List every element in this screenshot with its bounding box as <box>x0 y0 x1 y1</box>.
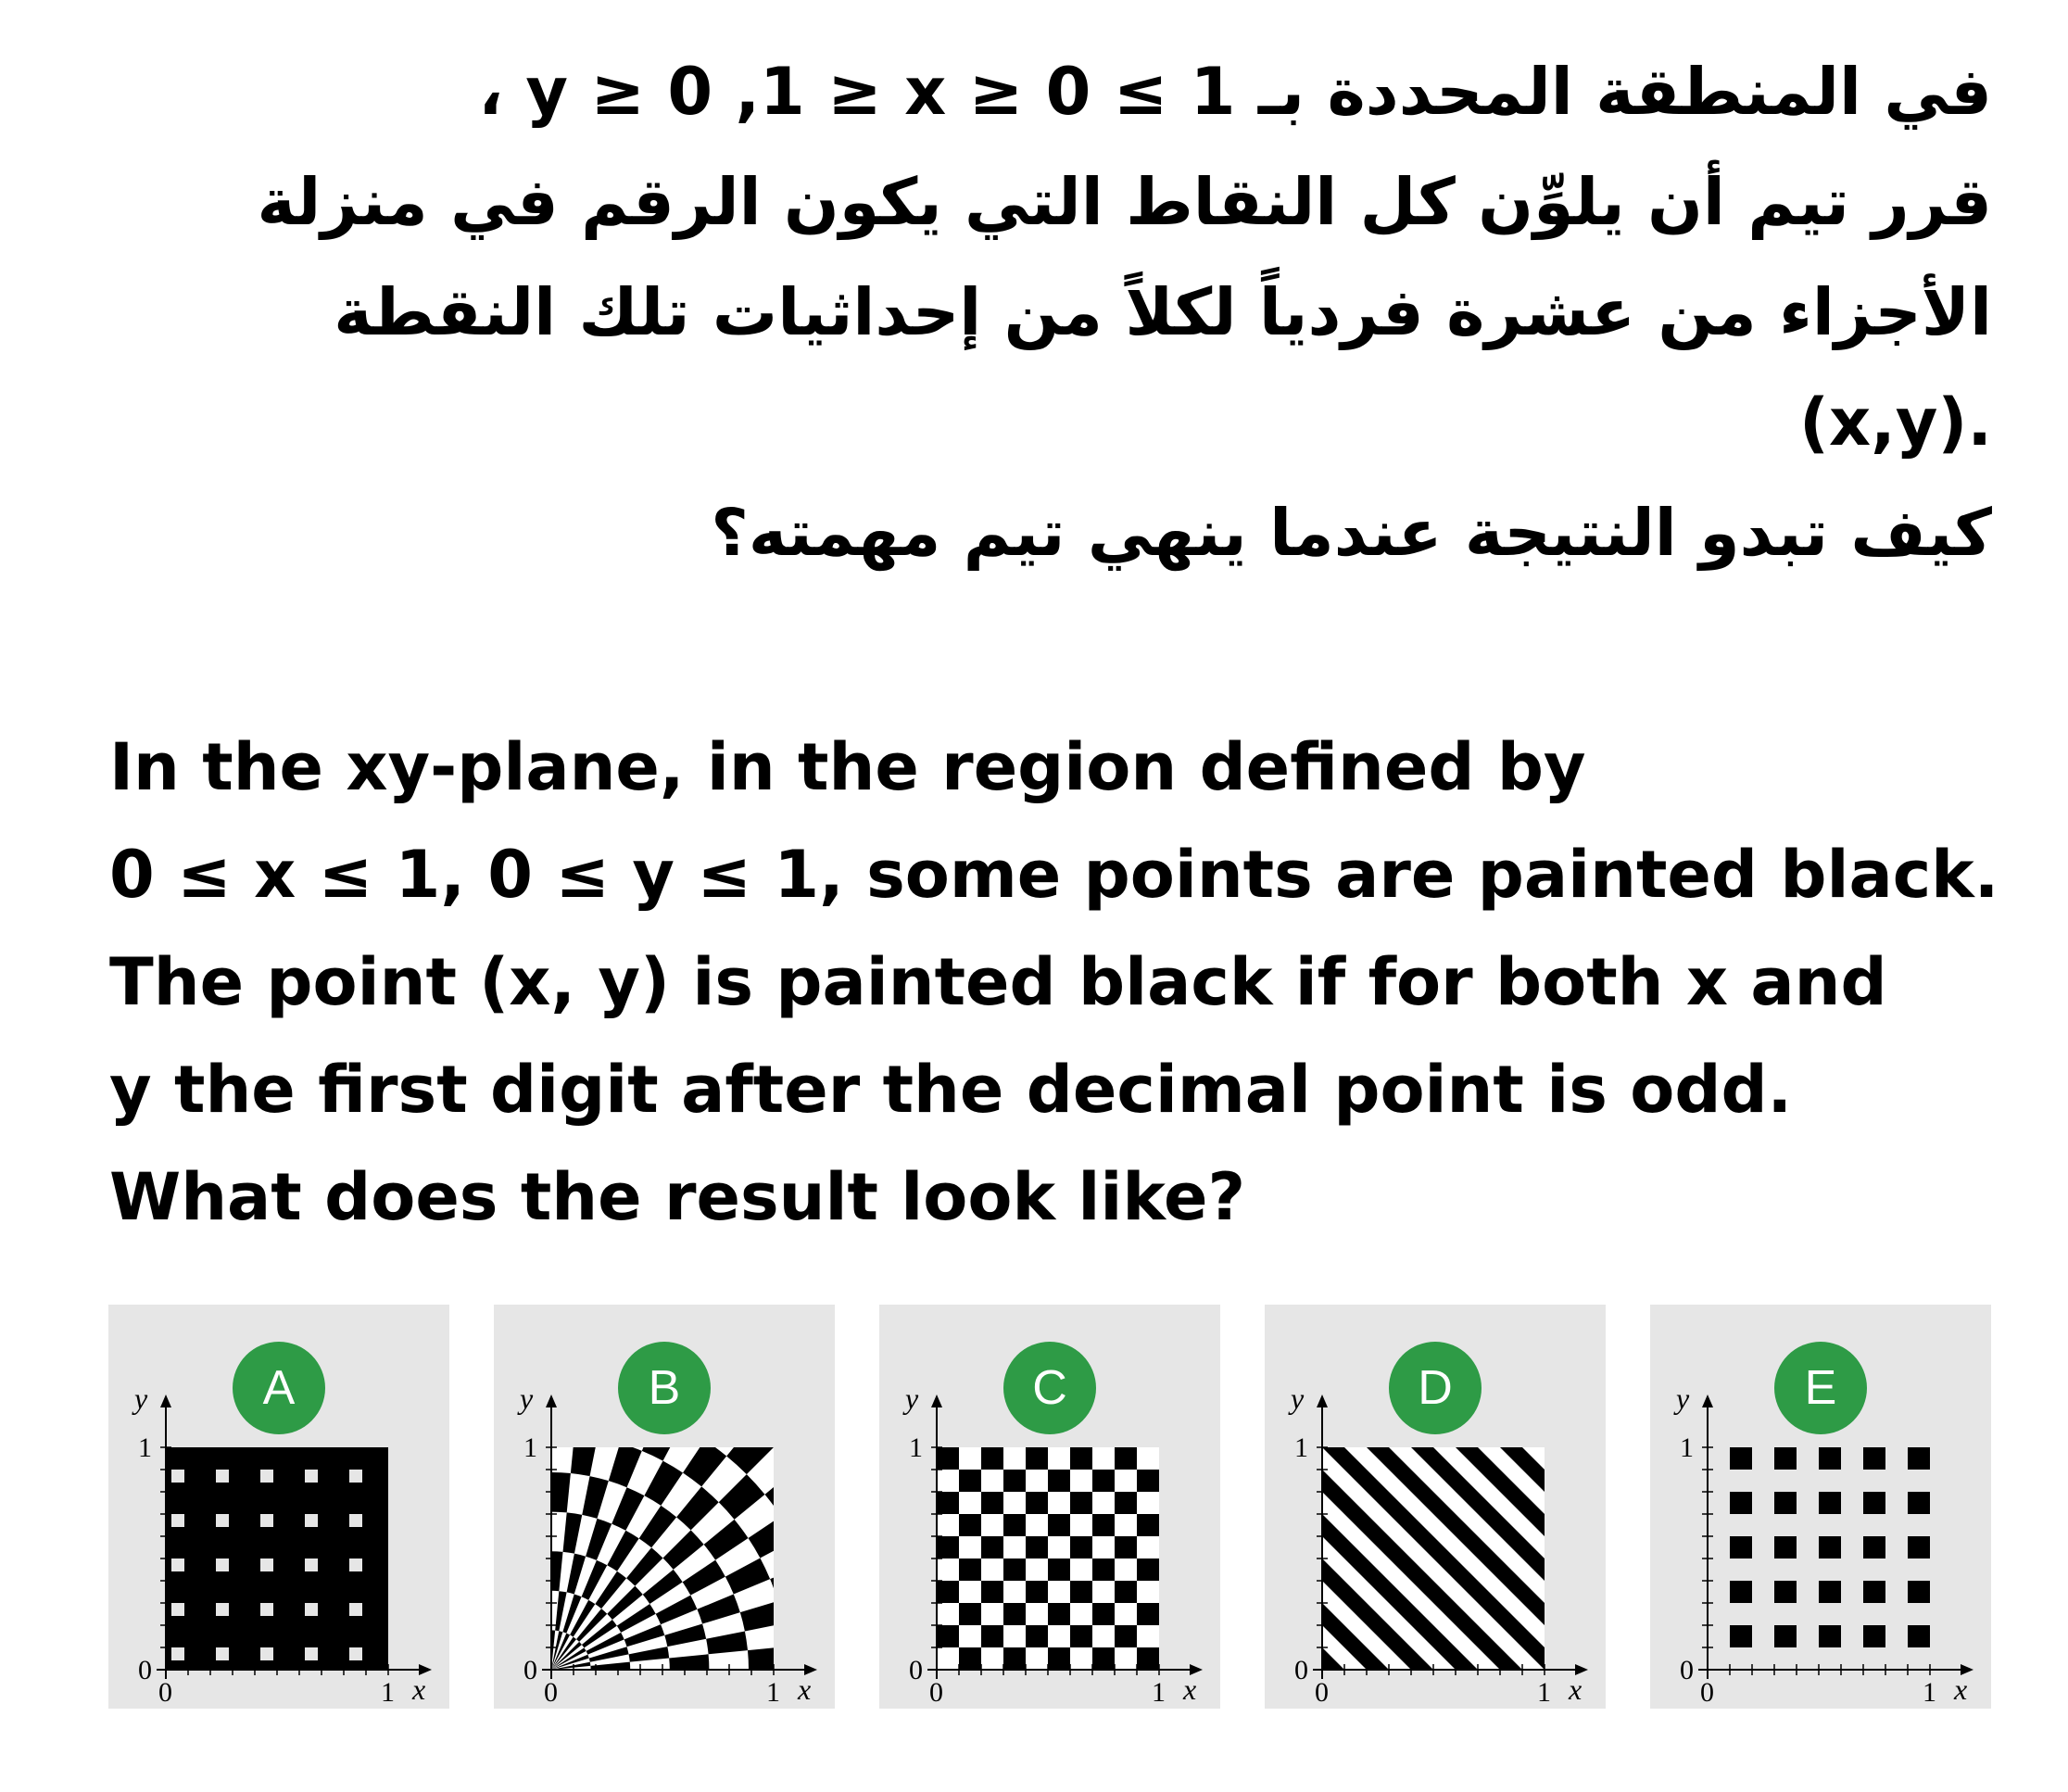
arabic-line-5: كيف تبدو النتيجة عندما ينهي تيم مهمته؟ <box>711 495 1992 571</box>
y-axis-name: y <box>1676 1382 1690 1415</box>
polar-cell <box>784 1616 826 1647</box>
white-hole <box>305 1514 318 1527</box>
diagonal-stripe <box>1545 1447 1606 1670</box>
black-square <box>1730 1625 1752 1647</box>
x-tick-label-0: 0 <box>1700 1677 1714 1708</box>
english-line-2: 0 ≤ x ≤ 1, 0 ≤ y ≤ 1, some points are painted black. <box>109 837 1999 913</box>
option-e-badge: E <box>1774 1342 1867 1434</box>
white-hole <box>260 1470 273 1483</box>
checker-cell <box>981 1492 1003 1514</box>
white-hole <box>216 1603 229 1616</box>
checker-cell <box>959 1514 981 1536</box>
checker-cell <box>981 1581 1003 1603</box>
black-square <box>1908 1625 1930 1647</box>
english-line-3: The point (x, y) is painted black if for both x and <box>109 944 1887 1020</box>
option-e[interactable] <box>1650 1305 1991 1709</box>
white-hole <box>305 1470 318 1483</box>
english-question <box>109 713 2009 1251</box>
checker-cell <box>1070 1447 1092 1470</box>
checker-cell <box>1137 1559 1159 1581</box>
checker-cell <box>937 1536 959 1559</box>
x-axis-name: x <box>798 1672 812 1706</box>
arabic-line-3: الأجزاء من عشرة فردياً لكلاً من إحداثيات تلك النقطة <box>334 274 1992 350</box>
x-axis-name: x <box>1183 1672 1197 1706</box>
white-hole <box>216 1559 229 1571</box>
white-hole <box>260 1514 273 1527</box>
black-square <box>1863 1447 1885 1470</box>
checker-cell <box>1092 1647 1115 1670</box>
option-c-badge: C <box>1003 1342 1096 1434</box>
black-square <box>1819 1536 1841 1559</box>
checker-cell <box>1003 1470 1026 1492</box>
black-square <box>1774 1625 1797 1647</box>
white-hole <box>349 1559 362 1571</box>
black-square <box>1908 1447 1930 1470</box>
black-square <box>1908 1492 1930 1514</box>
checker-cell <box>1003 1647 1026 1670</box>
option-a-badge: A <box>233 1342 325 1434</box>
y-tick-label-0: 0 <box>1294 1655 1308 1685</box>
x-tick-label-0: 0 <box>544 1677 558 1708</box>
black-square <box>1863 1536 1885 1559</box>
polar-cell <box>578 1356 612 1399</box>
black-square <box>1863 1581 1885 1603</box>
black-square <box>1774 1536 1797 1559</box>
checker-cell <box>959 1559 981 1581</box>
checker-cell <box>1026 1536 1048 1559</box>
black-square <box>1819 1581 1841 1603</box>
checker-cell <box>1137 1603 1159 1625</box>
white-hole <box>171 1603 184 1616</box>
black-square <box>1730 1492 1752 1514</box>
polar-cell <box>826 1639 835 1670</box>
y-axis-name: y <box>520 1382 534 1415</box>
y-axis-arrow <box>931 1394 942 1407</box>
checker-cell <box>1048 1470 1070 1492</box>
option-c[interactable] <box>879 1305 1220 1709</box>
y-tick-label-1: 1 <box>1294 1432 1308 1463</box>
checker-cell <box>1137 1647 1159 1670</box>
black-square <box>1819 1625 1841 1647</box>
x-tick-label-1: 1 <box>766 1677 780 1708</box>
stripe-pattern <box>1265 1447 1606 1670</box>
x-tick-label-0: 0 <box>1315 1677 1329 1708</box>
checker-cell <box>1048 1559 1070 1581</box>
checker-cell <box>1092 1559 1115 1581</box>
x-tick-label-1: 1 <box>1152 1677 1166 1708</box>
y-axis-arrow <box>1317 1394 1328 1407</box>
checker-cell <box>959 1470 981 1492</box>
y-axis-arrow <box>1702 1394 1713 1407</box>
y-tick-label-0: 0 <box>138 1655 152 1685</box>
y-axis-name: y <box>1291 1382 1305 1415</box>
checker-cell <box>1115 1536 1137 1559</box>
black-square <box>1819 1447 1841 1470</box>
x-axis-name: x <box>412 1672 426 1706</box>
checker-cell <box>1137 1470 1159 1492</box>
checker-cell <box>1026 1581 1048 1603</box>
white-hole <box>171 1559 184 1571</box>
polar-cell <box>770 1564 815 1601</box>
white-hole <box>260 1603 273 1616</box>
checker-cell <box>1003 1559 1026 1581</box>
y-axis-name: y <box>905 1382 919 1415</box>
y-axis-arrow <box>546 1394 557 1407</box>
checker-cell <box>937 1492 959 1514</box>
x-tick-label-1: 1 <box>1923 1677 1936 1708</box>
white-hole <box>260 1559 273 1571</box>
checker-cell <box>1070 1536 1092 1559</box>
checker-cell <box>1092 1470 1115 1492</box>
diagonal-stripe <box>1589 1447 1606 1670</box>
checker-cell <box>981 1447 1003 1470</box>
x-axis-name: x <box>1954 1672 1968 1706</box>
checker-cell <box>1003 1603 1026 1625</box>
checker-cell <box>1003 1514 1026 1536</box>
white-hole <box>349 1514 362 1527</box>
x-tick-label-0: 0 <box>929 1677 943 1708</box>
arabic-line-4: .(x,y) <box>1799 385 1992 461</box>
checker-cell <box>959 1603 981 1625</box>
x-tick-label-1: 1 <box>381 1677 395 1708</box>
checker-cell <box>1048 1514 1070 1536</box>
checker-cell <box>1115 1625 1137 1647</box>
checker-cell <box>937 1581 959 1603</box>
checker-cell <box>981 1536 1003 1559</box>
checker-cell <box>1092 1514 1115 1536</box>
checker-cell <box>1070 1581 1092 1603</box>
english-line-4: y the first digit after the decimal point is odd. <box>109 1052 1793 1128</box>
checker-cell <box>1048 1647 1070 1670</box>
white-hole <box>349 1647 362 1660</box>
checker-cell <box>1026 1447 1048 1470</box>
arabic-question <box>111 37 1992 588</box>
checker-cell <box>959 1647 981 1670</box>
polar-cell <box>815 1578 835 1616</box>
option-b[interactable] <box>494 1305 835 1709</box>
checker-cell <box>981 1625 1003 1647</box>
checker-cell <box>1026 1492 1048 1514</box>
black-square <box>1819 1492 1841 1514</box>
black-square <box>1730 1536 1752 1559</box>
checker-cell <box>1115 1581 1137 1603</box>
y-tick-label-0: 0 <box>523 1655 537 1685</box>
option-d-badge: D <box>1389 1342 1482 1434</box>
black-square <box>1730 1447 1752 1470</box>
black-square <box>1730 1581 1752 1603</box>
y-tick-label-1: 1 <box>909 1432 923 1463</box>
y-tick-label-1: 1 <box>138 1432 152 1463</box>
black-square <box>1774 1492 1797 1514</box>
white-hole <box>171 1470 184 1483</box>
black-square <box>1863 1492 1885 1514</box>
polar-cell <box>748 1647 788 1670</box>
black-square <box>1774 1447 1797 1470</box>
black-square <box>1863 1625 1885 1647</box>
checker-cell <box>1137 1514 1159 1536</box>
option-a[interactable] <box>108 1305 449 1709</box>
checker-cell <box>1070 1492 1092 1514</box>
black-square <box>1774 1581 1797 1603</box>
y-axis-arrow <box>160 1394 171 1407</box>
white-hole <box>349 1470 362 1483</box>
black-square <box>1908 1581 1930 1603</box>
checker-cell <box>937 1447 959 1470</box>
option-b-badge: B <box>618 1342 711 1434</box>
white-hole <box>216 1647 229 1660</box>
x-axis-name: x <box>1569 1672 1583 1706</box>
white-hole <box>216 1514 229 1527</box>
checker-cell <box>1115 1447 1137 1470</box>
black-square <box>1908 1536 1930 1559</box>
checker-cell <box>1048 1603 1070 1625</box>
polar-cell <box>551 1394 578 1434</box>
white-hole <box>260 1647 273 1660</box>
white-hole <box>305 1603 318 1616</box>
white-hole <box>305 1647 318 1660</box>
arabic-line-1: في المنطقة المحددة بـ 1 ≥ y ≥ 0 ,1 ≥ x ≥ 0 ، <box>478 54 1992 130</box>
arabic-line-2: قرر تيم أن يلوِّن كل النقاط التي يكون الرقم في منزلة <box>257 164 1992 240</box>
x-tick-label-1: 1 <box>1537 1677 1551 1708</box>
white-hole <box>216 1470 229 1483</box>
checker-cell <box>937 1625 959 1647</box>
y-tick-label-1: 1 <box>523 1432 537 1463</box>
checker-cell <box>1070 1625 1092 1647</box>
y-tick-label-0: 0 <box>909 1655 923 1685</box>
white-hole <box>171 1647 184 1660</box>
white-hole <box>349 1603 362 1616</box>
checker-cell <box>1026 1625 1048 1647</box>
white-hole <box>171 1514 184 1527</box>
diagonal-stripe <box>1265 1447 1300 1670</box>
polar-cell <box>795 1521 835 1564</box>
y-tick-label-0: 0 <box>1680 1655 1694 1685</box>
english-line-1: In the xy-plane, in the region defined by <box>109 729 1586 805</box>
y-axis-name: y <box>134 1382 148 1415</box>
white-hole <box>305 1559 318 1571</box>
x-tick-label-0: 0 <box>158 1677 172 1708</box>
english-line-5: What does the result look like? <box>109 1159 1246 1235</box>
checker-cell <box>1115 1492 1137 1514</box>
checker-cell <box>1092 1603 1115 1625</box>
y-tick-label-1: 1 <box>1680 1432 1694 1463</box>
option-d[interactable] <box>1265 1305 1606 1709</box>
